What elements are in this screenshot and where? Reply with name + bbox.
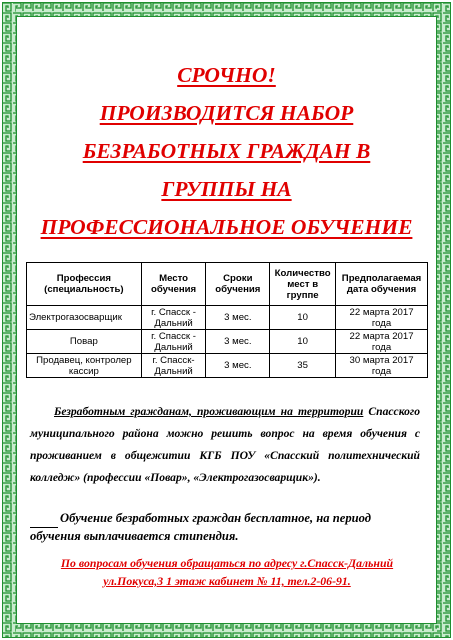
cell-seats <box>270 354 336 378</box>
cell-location <box>141 354 206 378</box>
info-underlined-text: Безработным гражданам, проживающим на территории <box>54 405 364 418</box>
cell-text: Дальний <box>154 317 193 329</box>
header-seats <box>270 263 336 306</box>
header-text: мест в <box>287 278 319 290</box>
headline-line-5: ПРОФЕССИОНАЛЬНОЕ ОБУЧЕНИЕ <box>40 215 413 239</box>
headline-line-2: ПРОИЗВОДИТСЯ НАБОР <box>99 101 354 125</box>
cell-text: г. Спасск- <box>152 354 195 366</box>
header-text: обучения <box>215 284 261 295</box>
info-paragraph <box>30 401 420 489</box>
blank-underline <box>30 510 58 528</box>
cell-seats <box>270 330 336 354</box>
cell-location <box>141 306 206 330</box>
header-location <box>141 263 206 306</box>
table-row <box>27 330 428 354</box>
cell-text: Дальний <box>154 365 193 377</box>
cell-profession <box>27 330 142 354</box>
header-text: Место <box>159 273 189 284</box>
cell-start-date <box>336 330 428 354</box>
header-text: Предполагаемая <box>341 273 422 284</box>
header-duration <box>206 263 270 306</box>
header-start-date <box>336 263 428 306</box>
cell-text: года <box>371 341 392 353</box>
headline-line-3: БЕЗРАБОТНЫХ ГРАЖДАН В <box>82 139 371 163</box>
header-text: группе <box>286 289 319 301</box>
header-text: Сроки <box>223 273 253 284</box>
headline-line-4: ГРУППЫ НА <box>161 177 292 201</box>
cell-text: г. Спасск - <box>151 306 196 318</box>
header-profession <box>27 263 142 306</box>
cell-start-date <box>336 354 428 378</box>
cell-profession <box>27 354 142 378</box>
cell-start-date <box>336 306 428 330</box>
training-table <box>26 262 428 378</box>
headline-urgent: СРОЧНО! <box>177 63 276 87</box>
table-header-row <box>27 263 428 306</box>
cell-text: 3 мес. <box>224 312 252 323</box>
cell-text: г. Спасск - <box>151 330 196 342</box>
cell-text: 22 марта 2017 <box>349 330 414 342</box>
contact-line-1: По вопросам обучения обращаться по адресу г.Спасск-Дальний <box>60 556 394 570</box>
cell-duration <box>206 354 270 378</box>
cell-text: 3 мес. <box>224 360 252 371</box>
header-text: дата обучения <box>346 284 417 295</box>
cell-text: года <box>371 365 392 377</box>
contact-info <box>26 554 428 590</box>
headline <box>20 56 433 246</box>
cell-profession <box>27 306 142 330</box>
cell-text: кассир <box>68 365 99 377</box>
header-text: Количество <box>274 267 331 279</box>
header-text: Профессия <box>56 273 111 284</box>
cell-text: 10 <box>297 336 308 347</box>
cell-location <box>141 330 206 354</box>
stipend-paragraph <box>30 510 420 545</box>
cell-text: 22 марта 2017 <box>349 306 414 318</box>
cell-text: года <box>371 317 392 329</box>
cell-duration <box>206 330 270 354</box>
cell-text: Продавец, контролер <box>36 354 132 366</box>
table-row <box>27 354 428 378</box>
cell-text: Электрогазосварщик <box>29 312 122 323</box>
contact-line-2: ул.Покуса,3 1 этаж кабинет № 11, тел.2-06-91. <box>103 574 351 588</box>
header-text: обучения <box>150 284 197 295</box>
cell-text: 35 <box>297 360 308 371</box>
stipend-text: Обучение безработных граждан бесплатное, на период обучения выплачивается стипендия. <box>30 511 372 543</box>
cell-duration <box>206 306 270 330</box>
cell-seats <box>270 306 336 330</box>
cell-text: 30 марта 2017 <box>349 354 414 366</box>
table-row <box>27 306 428 330</box>
cell-text: Повар <box>69 336 98 347</box>
header-text: (специальность) <box>44 284 124 295</box>
cell-text: 3 мес. <box>224 336 252 347</box>
cell-text: Дальний <box>154 341 193 353</box>
info-text: Спасского муниципального района можно решить вопрос на время обучения с проживанием в общежитии КГБ ПОУ «Спасский политехнический колледж» (профессии «Повар», «Электрогазосварщик»). <box>30 405 421 484</box>
cell-text: 10 <box>297 312 308 323</box>
